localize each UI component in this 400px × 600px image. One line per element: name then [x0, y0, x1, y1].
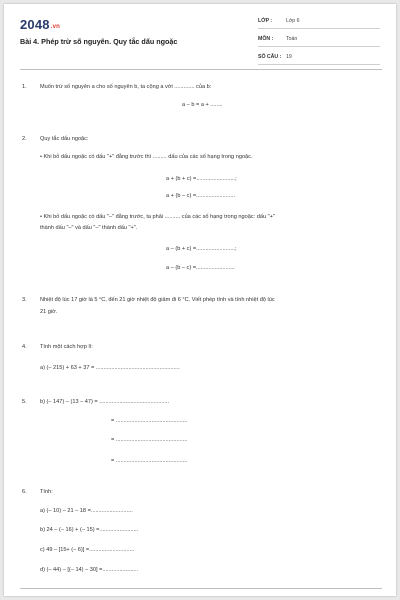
logo-suffix: .vn: [50, 24, 61, 30]
formula-line: a – b = a + ........: [182, 102, 223, 108]
formula-line: a – (b + c) =.........................;: [166, 246, 237, 252]
rule-bullet: thành dấu "–" và dấu "–" thành dấu "+".: [40, 225, 138, 231]
continuation-line: = ..............................................: [111, 437, 188, 443]
question-number: 2.: [22, 136, 27, 142]
meta-label: LỚP :: [258, 18, 273, 24]
continuation-line: = ..............................................: [111, 418, 188, 424]
meta-row-count: [258, 50, 380, 65]
question-number: 3.: [22, 297, 27, 303]
question-text: Muốn trừ số nguyên a cho số nguyên b, ta cộng a với ............. của b:: [40, 84, 212, 90]
question-number: 1.: [22, 84, 27, 90]
continuation-line: = ..............................................: [111, 458, 188, 464]
exercise-line: a) (– 10) – 21 – 18 =...........................: [40, 508, 133, 514]
divider: [20, 69, 382, 70]
exercise-line: c) 49 – [15+ (– 6)] =.............................: [40, 547, 135, 553]
question-text: 21 giờ.: [40, 309, 58, 315]
meta-value: Lớp 6: [286, 18, 300, 24]
meta-label: SỐ CÂU :: [258, 54, 282, 60]
question-text: Tính một cách hợp lí:: [40, 344, 93, 350]
question-number: 4.: [22, 344, 27, 350]
exercise-line: b) 24 – (– 16) + (– 15) =.........................: [40, 527, 139, 533]
meta-info: [258, 14, 380, 68]
lesson-title: Bài 4. Phép trừ số nguyên. Quy tắc dấu ngoặc: [20, 37, 178, 46]
meta-row-subject: [258, 32, 380, 47]
logo-text: 2048: [20, 17, 50, 32]
exercise-line: d) (– 44) – [(– 14) – 30] =.......................: [40, 567, 139, 573]
question-text: Tính:: [40, 489, 53, 495]
meta-label: MÔN :: [258, 36, 274, 42]
divider: [20, 588, 382, 589]
question-text: Nhiệt độ lúc 17 giờ là 5 °C, đến 21 giờ nhiệt độ giảm đi 6 °C. Viết phép tính và tính nhiệt độ lúc: [40, 297, 275, 303]
meta-row-class: [258, 14, 380, 29]
meta-value: 19: [286, 54, 292, 60]
exercise-line: a) (– 215) + 63 + 37 = ......................................................: [40, 365, 180, 371]
formula-line: a + (b + c) =.........................;: [166, 176, 237, 182]
question-text: Quy tắc dấu ngoặc:: [40, 136, 89, 142]
question-number: 6.: [22, 489, 27, 495]
question-number: 5.: [22, 399, 27, 405]
formula-line: a + (b – c) =.........................: [166, 193, 236, 199]
exercise-line: b) (– 147) – (13 – 47) = .............................................: [40, 399, 170, 405]
worksheet-page: [4, 4, 396, 596]
site-logo[interactable]: [20, 17, 60, 32]
rule-bullet: • Khi bỏ dấu ngoặc có dấu "+" đằng trước thì ......... dấu của các số hạng trong ngoặc.: [40, 154, 253, 160]
rule-bullet: • Khi bỏ dấu ngoặc có dấu "–" đằng trước, ta phải .......... của các số hạng trong ngoặc: dấu "+": [40, 214, 275, 220]
formula-line: a – (b – c) =.........................: [166, 265, 235, 271]
meta-value: Toán: [286, 36, 298, 42]
